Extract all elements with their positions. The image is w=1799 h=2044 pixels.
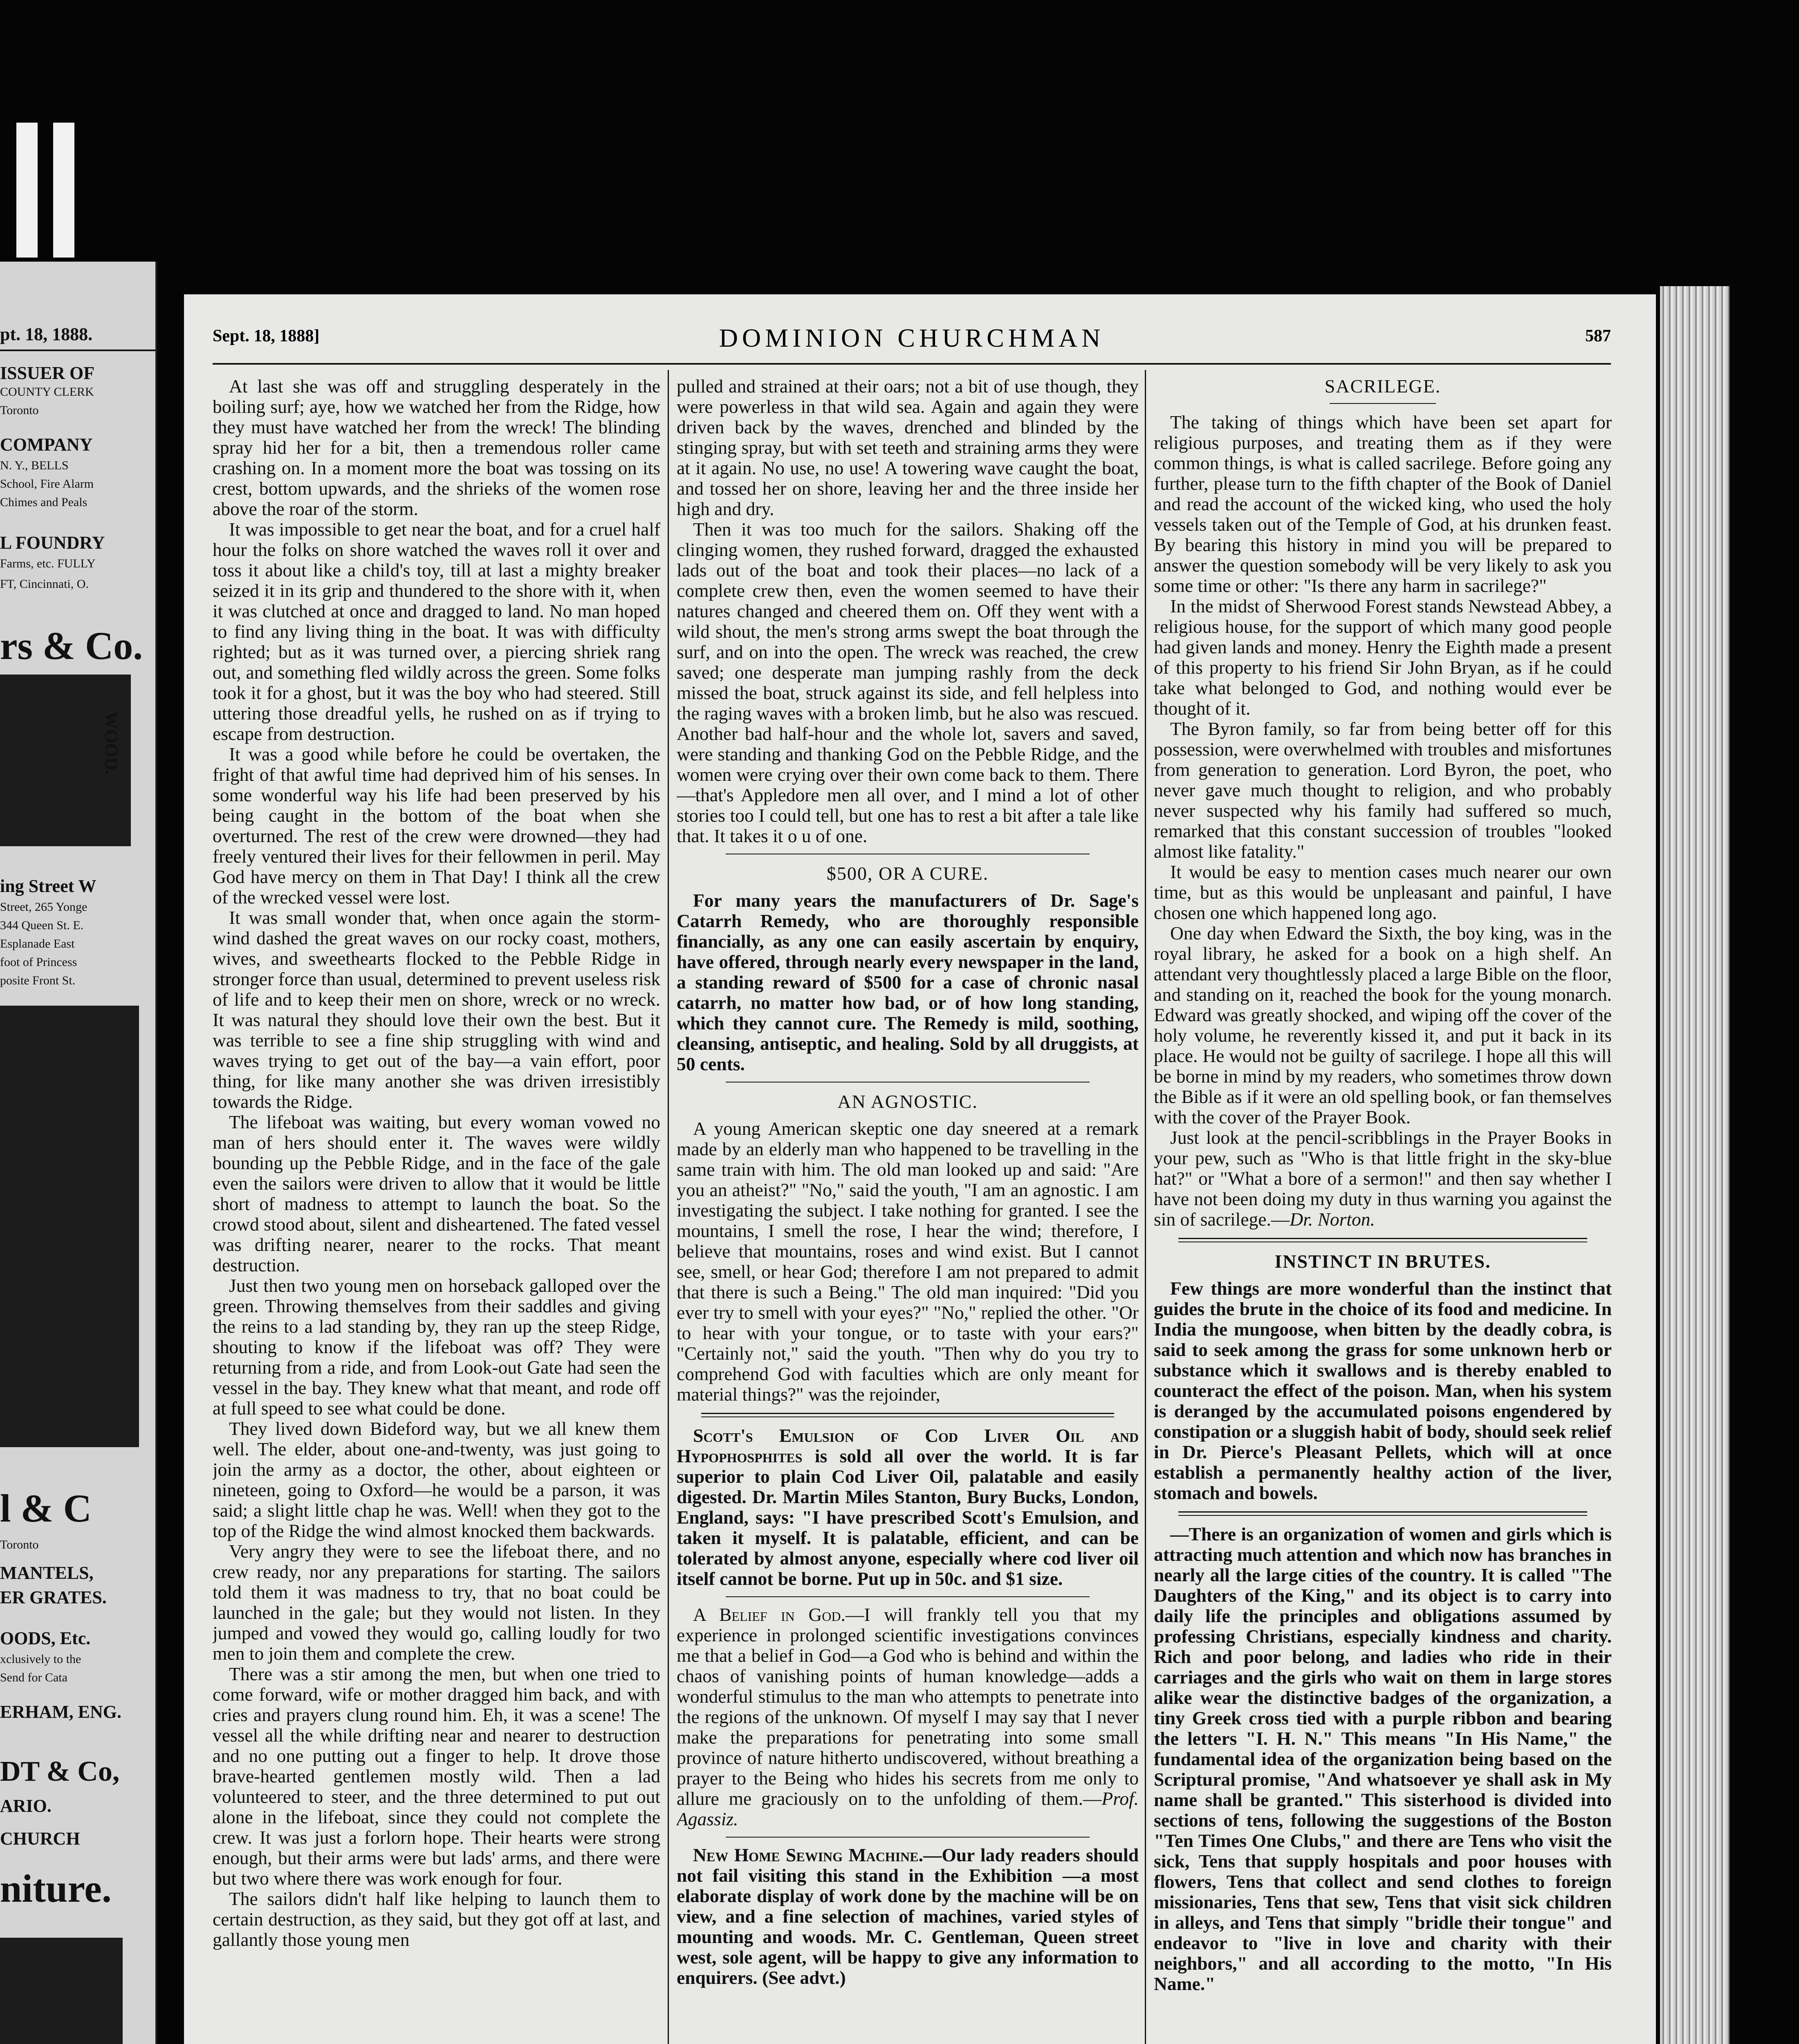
- story-paragraph: They lived down Bideford way, but we all knew them well. The elder, about one-and-twenty, was just going to join the army as a doctor, the other, about eighteen or nineteen, going to Oxford—he would be a parson, it was said; a slight little chap he was. Well! when they got to the top of the Ridge the wind almost knocked them backwards.: [213, 1418, 660, 1541]
- left-page-fragment: MANTELS,: [0, 1563, 94, 1583]
- left-page-fragment: ISSUER OF: [0, 363, 95, 383]
- section-divider: [1330, 403, 1436, 404]
- left-page-fragment: ARIO.: [0, 1796, 52, 1816]
- signature: Dr. Norton.: [1290, 1209, 1375, 1230]
- left-page-fragment: WOOD.: [101, 711, 121, 775]
- story-paragraph: It was a good while before he could be overtaken, the fright of that awful time had deprived him of his senses. In some wonderful way his life had been preserved by his being caught in the bottom of the boat when she overturned. The rest of the crew were drowned—they had freely ventured their lives for their fellowmen in peril. May God have mercy on them in That Day! I think all the crew of the wrecked vessel were lost.: [213, 744, 660, 908]
- article-paragraph: In the midst of Sherwood Forest stands Newstead Abbey, a religious house, for the support of which many good people had given lands and money. Henry the Eighth made a present of this property to his friend Sir John Bryan, as if he could take what belonged to God, and nothing would ever be thought of it.: [1154, 596, 1612, 719]
- left-page-fragment: Toronto: [0, 403, 39, 417]
- left-page-fragment: School, Fire Alarm: [0, 477, 94, 491]
- ad-body: is sold all over the world. It is far superior to plain Cod Liver Oil, palatable and easily digested. Dr. Martin Miles Stanton, Bury Bucks, London, England, says: "I have prescribed Scott's Emulsion, and taken it myself. It is palatable, efficient, and can be tolerated by almost anyone, especially where cod liver oil itself cannot be borne. Put up in 50c. and $1 size.: [677, 1446, 1139, 1589]
- section-divider: [726, 1837, 1090, 1838]
- section-divider: [1178, 1511, 1587, 1516]
- left-page-fragment: COUNTY CLERK: [0, 385, 94, 399]
- article-paragraph: A young American skeptic one day sneered at a remark made by an elderly man who happened to be travelling in the same train with him. The old man looked up and said: "Are you an atheist?" "No," said the youth, "I am an agnostic. I am investigating the subject. I take nothing for granted. I see the mountains, I smell the rose, I hear the wind; therefore, I believe that mountains, roses and wind exist. But I cannot see, smell, or hear God; therefore I am not prepared to admit that there is such a Being." The old man inquired: "Did you ever try to smell with your eyes?" "No," replied the other. "Or to hear with your tongue, or to taste with your ears?" "Certainly not," said the youth. "Then why do you try to comprehend God with faculties which are only meant for material things?" was the rejoinder,: [677, 1118, 1139, 1405]
- left-page-fragment: niture.: [0, 1867, 112, 1910]
- ad-heading: $500, OR A CURE.: [826, 863, 989, 884]
- story-paragraph: Just then two young men on horseback galloped over the green. Throwing themselves from their saddles and giving the reins to a lad standing by, they ran up the steep Ridge, shouting to know if the lifeboat was off? They were returning from a ride, and from Look-out Gate had seen the vessel in the bay. They knew what that meant, and rode off at full speed to see what could be done.: [213, 1275, 660, 1419]
- story-paragraph: Very angry they were to see the lifeboat there, and no crew ready, nor any preparations for starting. The sailors told them it was madness to try, that no boat could be launched in the gale; but they would not listen. In they jumped and vowed they would go, calling loudly for two men to join them and complete the crew.: [213, 1541, 660, 1664]
- header-rule: [213, 363, 1611, 365]
- left-page-fragment: Chimes and Peals: [0, 495, 87, 509]
- left-page-fragment: L FOUNDRY: [0, 533, 105, 553]
- left-page-fragment: CHURCH: [0, 1829, 80, 1849]
- section-divider: [1178, 1238, 1587, 1242]
- advertisement-illustration: [0, 1938, 123, 2044]
- story-paragraph: At last she was off and struggling desperately in the boiling surf; aye, how we watched her from the Ridge, how they must have watched her from the wreck! The blinding spray hid her for a bit, then a tremendous roller came crashing on. In a moment more the boat was tossing on its crest, bottom upwards, and the shrieks of the women rose above the roar of the storm.: [213, 376, 660, 519]
- left-page-fragment: Esplanade East: [0, 937, 75, 950]
- column-1: [213, 376, 660, 2044]
- film-perforation: [16, 123, 38, 258]
- story-paragraph: It was small wonder that, when once again the storm-wind dashed the great waves on our rocky coast, mothers, wives, and sweethearts flocked to the Pebble Ridge in stronger force than usual, determined to prevent useless risk of life and to keep their men on shore, wreck or no wreck. It was natural they should love their own the best. But it was terrible to see a fine ship struggling with wind and waves trying to get out of the bay—a vain effort, poor thing, for like many another she was driven irresistibly towards the Ridge.: [213, 907, 660, 1112]
- left-page-fragment: xclusively to the: [0, 1652, 81, 1666]
- page-number: 587: [1585, 327, 1611, 345]
- left-facing-page: [0, 262, 157, 2044]
- section-divider: [726, 1082, 1090, 1083]
- article-heading: SACRILEGE.: [1324, 376, 1441, 397]
- left-page-fragment: foot of Princess: [0, 955, 77, 969]
- story-paragraph: The lifeboat was waiting, but every woman vowed no man of hers should enter it. The waves were wildly bounding up the Pebble Ridge, and in the face of the gale even the sailors were driven to allow that it would be little short of madness to attempt to launch the boat. So the crowd stood about, silent and disheartened. The fated vessel was drifting nearer, nearer to the rocks. That meant destruction.: [213, 1112, 660, 1275]
- column-rule: [1145, 370, 1146, 2044]
- article-paragraph: It would be easy to mention cases much nearer our own time, but as this would be unpleasant and painful, I have chosen one which happened long ago.: [1154, 861, 1612, 923]
- left-page-fragment: l & C: [0, 1486, 92, 1530]
- advertisement-illustration: [0, 1006, 139, 1447]
- left-page-fragment: COMPANY: [0, 435, 93, 455]
- left-page-fragment: ER GRATES.: [0, 1587, 107, 1607]
- left-page-fragment: FT, Cincinnati, O.: [0, 577, 89, 591]
- header-date: Sept. 18, 1888]: [213, 327, 320, 345]
- column-rule: [668, 370, 669, 2044]
- paragraph-lead: A Belief in God.: [693, 1604, 846, 1625]
- ad-lead: Scott's Emulsion of Cod Liver Oil and Hypophosphites: [677, 1425, 1139, 1466]
- left-page-fragment: posite Front St.: [0, 974, 76, 987]
- story-paragraph: It was impossible to get near the boat, and for a cruel half hour the folks on shore watched the waves roll it over and toss it about like a child's toy, till at last a mighty breaker seized it in its grip and thundered to the shore with it, when it was clutched at once and dragged to land. No man hoped to find any living thing in the boat. It was with difficulty righted; but as it was turned over, a piercing shriek rang out, and something fled wildly across the green. Some folks took it for a ghost, but it was the boy who had steered. Still uttering those dreadful yells, he rushed on as if trying to escape from destruction.: [213, 519, 660, 744]
- pierce-pellets-ad: Few things are more wonderful than the instinct that guides the brute in the choice of its food and medicine. In India the mungoose, when bitten by the deadly cobra, is said to seek among the grass for some unknown herb or substance which it swallows and is thereby enabled to counteract the effect of the poison. Man, when his system is deranged by the accumulated poisons engendered by constipation or a sluggish habit of body, should seek relief in Dr. Pierce's Pleasant Pellets, which will at once establish a permanently healthy action of the liver, stomach and bowels.: [1154, 1278, 1612, 1503]
- article-paragraph: One day when Edward the Sixth, the boy king, was in the royal library, he asked for a book on a high shelf. An attendant very thoughtlessly placed a large Bible on the floor, and standing on it, reached the book for the young monarch. Edward was greatly shocked, and wiping off the cover of the holy volume, he reverently kissed it, and put it back in its place. He would not be guilty of sacrilege. I hope all this will be borne in mind by my readers, who sometimes throw down the Bible as if it were an old spelling book, or fan themselves with the cover of the Prayer Book.: [1154, 923, 1612, 1127]
- left-page-fragment: Farms, etc. FULLY: [0, 557, 96, 570]
- belief-paragraph: [677, 1605, 1139, 1829]
- book-page-edges: [1660, 286, 1729, 2044]
- page-header: [213, 323, 1611, 356]
- sewing-machine-notice: [677, 1845, 1139, 1988]
- left-page-fragment: rs & Co.: [0, 624, 143, 668]
- section-divider: [726, 1596, 1090, 1597]
- column-3: [1154, 376, 1612, 2044]
- paragraph-body: Just look at the pencil-scribblings in the Prayer Books in your pew, such as "Who is that little fright in the sky-blue hat?" or "What a bore of a sermon!" and then say whether I have not been doing my duty in thus warning you against the sin of sacrilege.—: [1154, 1127, 1612, 1230]
- notice-body: —Our lady readers should not fail visiting this stand in the Exhibition —a most elaborate display of work done by the machine will be on view, and a fine selection of machines, varied styles of mounting and woods. Mr. C. Gentleman, Queen street west, sole agent, will be happy to give any information to enquirers. (See advt.): [677, 1845, 1139, 1988]
- left-page-fragment: Send for Cata: [0, 1671, 67, 1684]
- left-page-fragment: ing Street W: [0, 876, 96, 896]
- left-page-fragment: N. Y., BELLS: [0, 459, 69, 472]
- signature: Prof. Agassiz.: [677, 1788, 1139, 1829]
- article-heading: INSTINCT IN BRUTES.: [1274, 1251, 1491, 1272]
- article-paragraph: The taking of things which have been set apart for religious purposes, and treating them as if they were common things, is what is called sacrilege. Before going any further, please turn to the fifth chapter of the Book of Daniel and read the account of the wicked king, who used the holy vessels taken out of the Temple of God, at his drunken feast. By bearing this history in mind you will be prepared to answer the question somebody will be very likely to ask you some time or other: "Is there any harm in sacrilege?": [1154, 412, 1612, 596]
- left-page-fragment: OODS, Etc.: [0, 1628, 91, 1648]
- catarrh-ad-text: For many years the manufacturers of Dr. Sage's Catarrh Remedy, who are thoroughly responsible financially, as any one can easily ascertain by enquiry, have offered, through nearly every newspaper in the land, a standing reward of $500 for a case of chronic nasal catarrh, no matter how bad, or of how long standing, which they cannot cure. The Remedy is mild, soothing, cleansing, antiseptic, and healing. Sold by all druggists, at 50 cents.: [677, 890, 1139, 1074]
- article-paragraph: The Byron family, so far from being better off for this possession, were overwhelmed with troubles and misfortunes from generation to generation. Lord Byron, the poet, who never gave much thought to religion, and who probably never suspected why his family had suffered so much, remarked that this constant succession of troubles "looked almost like fatality.": [1154, 718, 1612, 862]
- article-heading: AN AGNOSTIC.: [837, 1091, 978, 1112]
- left-page-fragment: ERHAM, ENG.: [0, 1702, 121, 1722]
- left-page-fragment: Toronto: [0, 1538, 39, 1551]
- story-paragraph: Then it was too much for the sailors. Shaking off the clinging women, they rushed forward, dragged the exhausted lads out of the boat and took their places—no lack of a complete crew then, even the women seemed to have their natures changed and cheered them on. Off they went with a wild shout, the men's strong arms swept the boat through the surf, and on into the open. The wreck was reached, the crew saved; one desperate man jumping rashly from the deck missed the boat, struck against its side, and fell helpless into the raging waves with a broken limb, but he also was rescued. Another bad half-hour and the whole lot, savers and saved, were standing and thanking God on the Pebble Ridge, and the women were crying over their own come back to them. There—that's Appledore men all over, and I mind a lot of other stories too I could tell, but one has to rest a bit after a tale like that. It takes it o u of one.: [677, 519, 1139, 846]
- daughters-of-the-king-notice: —There is an organization of women and girls which is attracting much attention and which now has branches in nearly all the large cities of the country. It is called "The Daughters of the King," and its object is to carry into daily life the principles and obligations assumed by professing Christians, especially kindness and charity. Rich and poor belong, and ladies who ride in their carriages and the girls who wait on them in large stores alike wear the distinctive badges of the organization, a tiny Greek cross tied with a purple ribbon and bearing the letters "I. H. N." This means "In His Name," the fundamental idea of the organization being based on the Scriptural promise, "And whatsoever ye shall ask in My name shall be granted." This sisterhood is divided into sections of tens, following the suggestions of the Boston "Ten Times One Clubs," and there are Tens who visit the sick, Tens that supply hospitals and poor houses with flowers, Tens that collect and send clothes to foreign missionaries, Tens that sew, Tens that visit sick children in alleys, and Tens that simply "bridle their tongue" and endeavor to "live in love and charity with their neighbors," and all according to the motto, "In His Name.": [1154, 1524, 1612, 1994]
- paragraph-body: —I will frankly tell you that my experience in prolonged scientific investigations convinces me that a belief in God—a God who is behind and within the chaos of vanishing points of human knowledge—adds a wonderful stimulus to the man who attempts to penetrate into the regions of the unknown. Of myself I may say that I never make the preparations for penetrating into some small province of nature hitherto undiscovered, without breathing a prayer to the Being who hides his secrets from me only to allure me graciously on to the unfolding of them.—: [677, 1604, 1139, 1809]
- story-paragraph: pulled and strained at their oars; not a bit of use though, they were powerless in that wild sea. Again and again they were driven back by the waves, drenched and blinded by the stinging spray, but with set teeth and straining arms they were at it again. No use, no use! A towering wave caught the boat, and tossed her on shore, leaving her and the three inside her high and dry.: [677, 376, 1139, 519]
- notice-lead: New Home Sewing Machine.: [693, 1845, 923, 1865]
- film-perforation: [53, 123, 74, 258]
- column-2: [677, 376, 1139, 2044]
- story-paragraph: The sailors didn't half like helping to launch them to certain destruction, as they said, but they got off at last, and gallantly those young men: [213, 1888, 660, 1950]
- article-paragraph: [1154, 1127, 1612, 1230]
- left-page-fragment: 344 Queen St. E.: [0, 919, 84, 932]
- scott-emulsion-ad: [677, 1425, 1139, 1589]
- left-page-date: pt. 18, 1888.: [0, 324, 93, 344]
- story-paragraph: There was a stir among the men, but when one tried to come forward, wife or mother dragged him back, and with cries and prayers clung round him. Eh, it was a scene! The vessel all the while drifting near and nearer to destruction and no one putting out a finger to help. It drove those brave-hearted gentlemen mostly wild. Then a lad volunteered to steer, and the three determined to put out alone in the lifeboat, since they could not complete the crew. It was just a forlorn hope. Their hearts were strong enough, but their arms were but lads' arms, and there were but two where there was work enough for four.: [213, 1663, 660, 1889]
- left-page-fragment: DT & Co,: [0, 1756, 120, 1787]
- left-page-rule: [0, 350, 155, 351]
- newspaper-page: [184, 294, 1656, 2044]
- masthead-title: DOMINION CHURCHMAN: [719, 323, 1105, 352]
- left-page-fragment: Street, 265 Yonge: [0, 900, 87, 914]
- section-divider: [701, 1413, 1114, 1417]
